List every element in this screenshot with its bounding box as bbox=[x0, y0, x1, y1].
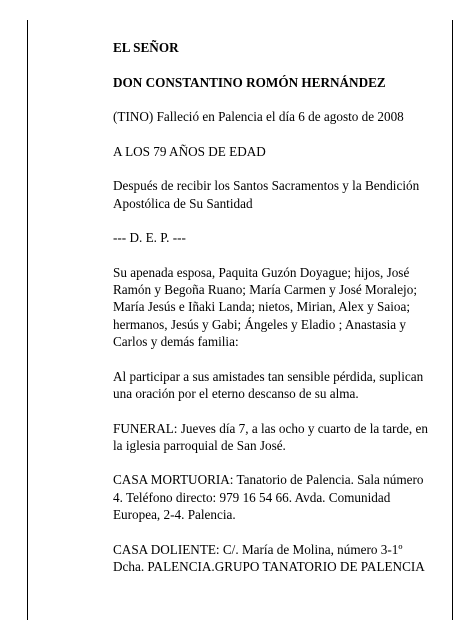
dep-line: --- D. E. P. --- bbox=[113, 230, 186, 246]
heading-title: EL SEÑOR bbox=[113, 40, 179, 55]
mortuary-paragraph: CASA MORTUORIA: Tanatorio de Palencia. Sala número 4. Teléfono directo: 979 16 54 66. Avda. Comunidad Europea, 2-4. Palencia. bbox=[113, 472, 424, 523]
family-paragraph: Su apenada esposa, Paquita Guzón Doyague; hijos, José Ramón y Begoña Ruano; María Carmen y José Moralejo; María Jesús e Iñaki Landa; nietos, Mirian, Alex y Saioa; hermanos, Jesús y Gabi; Ángeles y Eladio ; Anastasia y Carlos y demás familia: bbox=[113, 264, 417, 350]
funeral-paragraph: FUNERAL: Jueves día 7, a las ocho y cuarto de la tarde, en la iglesia parroquial de San José. bbox=[113, 420, 428, 453]
mourning-house-paragraph: CASA DOLIENTE: C/. María de Molina, número 3-1º Dcha. PALENCIA.GRUPO TANATORIO DE PALENCIA bbox=[113, 541, 425, 574]
death-notice: (TINO) Falleció en Palencia el día 6 de agosto de 2008 bbox=[113, 109, 404, 125]
sacraments-paragraph: Después de recibir los Santos Sacramentos y la Bendición Apostólica de Su Santidad bbox=[113, 178, 420, 211]
obituary-body bbox=[113, 39, 435, 593]
age-line: A LOS 79 AÑOS DE EDAD bbox=[113, 143, 266, 159]
request-paragraph: Al participar a sus amistades tan sensible pérdida, suplican una oración por el eterno descanso de su alma. bbox=[113, 368, 424, 401]
deceased-name: DON CONSTANTINO ROMÓN HERNÁNDEZ bbox=[113, 74, 386, 90]
